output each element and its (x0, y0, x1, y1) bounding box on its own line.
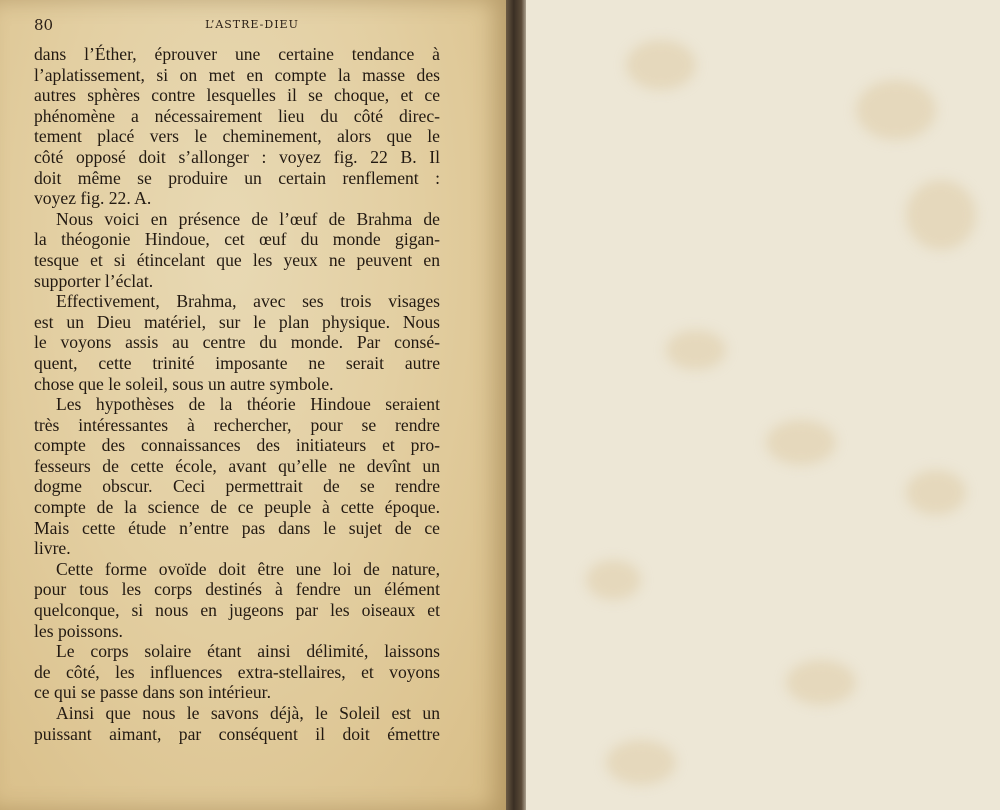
paper-stain (766, 420, 836, 465)
text-line: voyez fig. 22. A. (34, 188, 152, 209)
text-line: puissant aimant, par conséquent il doit émettre (34, 723, 440, 744)
page-header (34, 16, 470, 36)
text-line: compte des connaissances des initiateurs et pro- (34, 435, 440, 456)
text-line: très intéressantes à rechercher, pour se rendre (34, 414, 440, 435)
book-gutter (506, 0, 528, 810)
text-line: Les hypothèses de la théorie Hindoue seraient (56, 394, 440, 415)
body-text (34, 44, 440, 744)
text-line: le voyons assis au centre du monde. Par consé- (34, 332, 440, 353)
text-line: Mais cette étude n’entre pas dans le sujet de ce (34, 517, 440, 538)
page-number: 80 (34, 16, 54, 34)
text-line: Effectivement, Brahma, avec ses trois visages (56, 291, 440, 312)
text-line: pour tous les corps destinés à fendre un élément (34, 579, 440, 600)
text-line: Nous voici en présence de l’œuf de Brahma de (56, 208, 440, 229)
paper-stain (586, 560, 641, 600)
text-line: la théogonie Hindoue, cet œuf du monde gigan- (34, 229, 440, 250)
text-line: phénomène a nécessairement lieu du côté direc- (34, 105, 440, 126)
text-line: tesque et si étincelant que les yeux ne peuvent en (34, 249, 440, 270)
text-line: est un Dieu matériel, sur le plan physique. Nous (34, 311, 440, 332)
paper-stain (906, 180, 976, 250)
text-line: fesseurs de cette école, avant qu’elle ne devînt un (34, 455, 440, 476)
paper-stain (606, 740, 676, 785)
text-line: livre. (34, 538, 71, 559)
right-page-blank (526, 0, 1000, 810)
paper-stain (786, 660, 856, 705)
paper-stain (856, 80, 936, 140)
text-line: de côté, les influences extra-stellaires, et voyons (34, 661, 440, 682)
paper-stain (626, 40, 696, 90)
text-line: Le corps solaire étant ainsi délimité, laissons (56, 641, 440, 662)
text-line: dans l’Éther, éprouver une certaine tendance à (34, 44, 440, 64)
text-line: doit même se produire un certain renflement : (34, 167, 440, 188)
text-line: supporter l’éclat. (34, 270, 154, 291)
text-line: Cette forme ovoïde doit être une loi de nature, (56, 558, 440, 579)
text-line: quelconque, si nous en jugeons par les oiseaux et (34, 600, 440, 621)
text-line: dogme obscur. Ceci permettrait de se rendre (34, 476, 440, 497)
text-line: tement placé vers le cheminement, alors que le (34, 126, 440, 147)
text-line: Ainsi que nous le savons déjà, le Soleil est un (56, 703, 440, 723)
text-line: les poissons. (34, 620, 123, 641)
paper-stain (906, 470, 966, 515)
paper-stain (666, 330, 726, 370)
text-line: autres sphères contre lesquelles il se choque, et ce (34, 85, 440, 106)
text-line: compte de la science de ce peuple à cette époque. (34, 497, 440, 518)
running-title: L’ASTRE-DIEU (205, 18, 299, 31)
text-line: quent, cette trinité imposante ne serait autre (34, 352, 440, 373)
text-line: côté opposé doit s’allonger : voyez fig. 22 B. Il (34, 146, 440, 167)
text-line: chose que le soleil, sous un autre symbole. (34, 373, 334, 394)
text-line: ce qui se passe dans son intérieur. (34, 682, 271, 703)
text-line: l’aplatissement, si on met en compte la masse des (34, 64, 440, 85)
